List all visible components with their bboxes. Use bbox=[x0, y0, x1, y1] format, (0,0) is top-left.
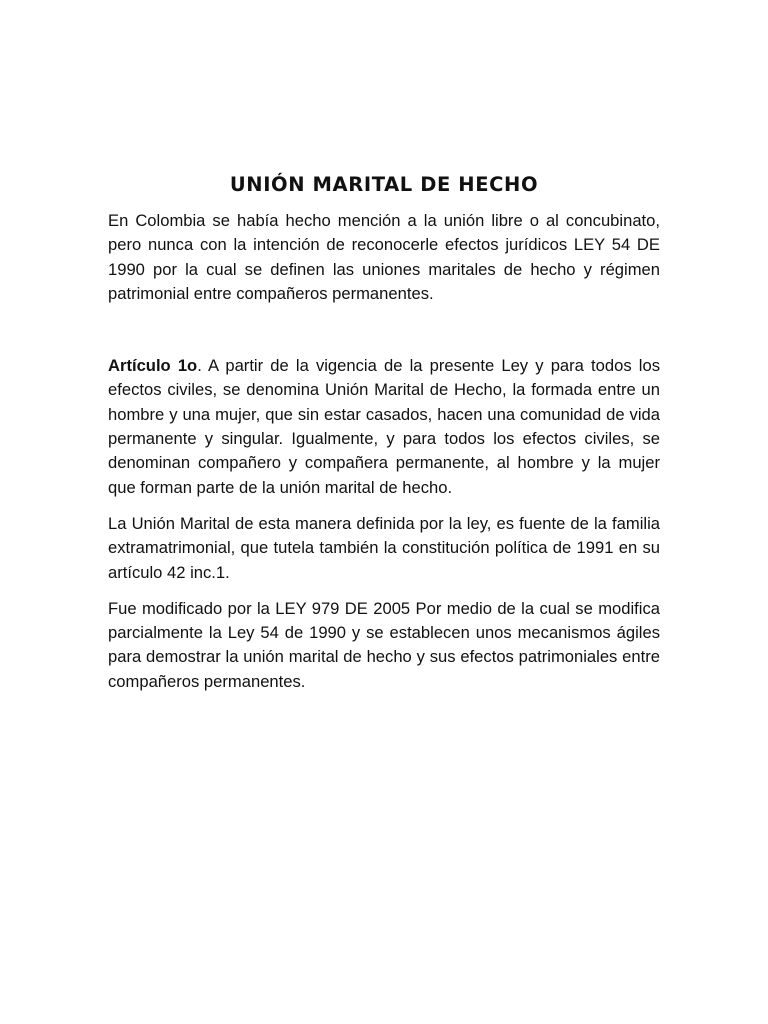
constitution-paragraph: La Unión Marital de esta manera definida por la ley, es fuente de la familia extramatrimonial, que tutela también la constitución política de 1991 en su artículo 42 inc.1. bbox=[108, 513, 660, 582]
article-text: . A partir de la vigencia de la presente Ley y para todos los efectos civiles, se denomina Unión Marital de Hecho, la formada entre un hombre y una mujer, que sin estar casados, hacen una comunidad de vida permanente y singular. Igualmente, y para todos los efectos civiles, se denominan compañero y compañera permanente, al hombre y la mujer que forman parte de la unión marital de hecho. bbox=[108, 356, 660, 497]
document-body bbox=[108, 209, 660, 694]
article-label: Artículo 1o bbox=[108, 356, 198, 376]
intro-paragraph: En Colombia se había hecho mención a la unión libre o al concubinato, pero nunca con la intención de reconocerle efectos jurídicos LEY 54 DE 1990 por la cual se definen las uniones maritales de hecho y régimen patrimonial entre compañeros permanentes. bbox=[108, 211, 660, 303]
modification-paragraph: Fue modificado por la LEY 979 DE 2005 Por medio de la cual se modifica parcialmente la Ley 54 de 1990 y se establecen unos mecanismos ágiles para demostrar la unión marital de hecho y sus efectos patrimoniales entre compañeros permanentes. bbox=[108, 598, 660, 691]
article-paragraph bbox=[108, 354, 660, 500]
document-title: UNIÓN MARITAL DE HECHO bbox=[229, 173, 539, 196]
